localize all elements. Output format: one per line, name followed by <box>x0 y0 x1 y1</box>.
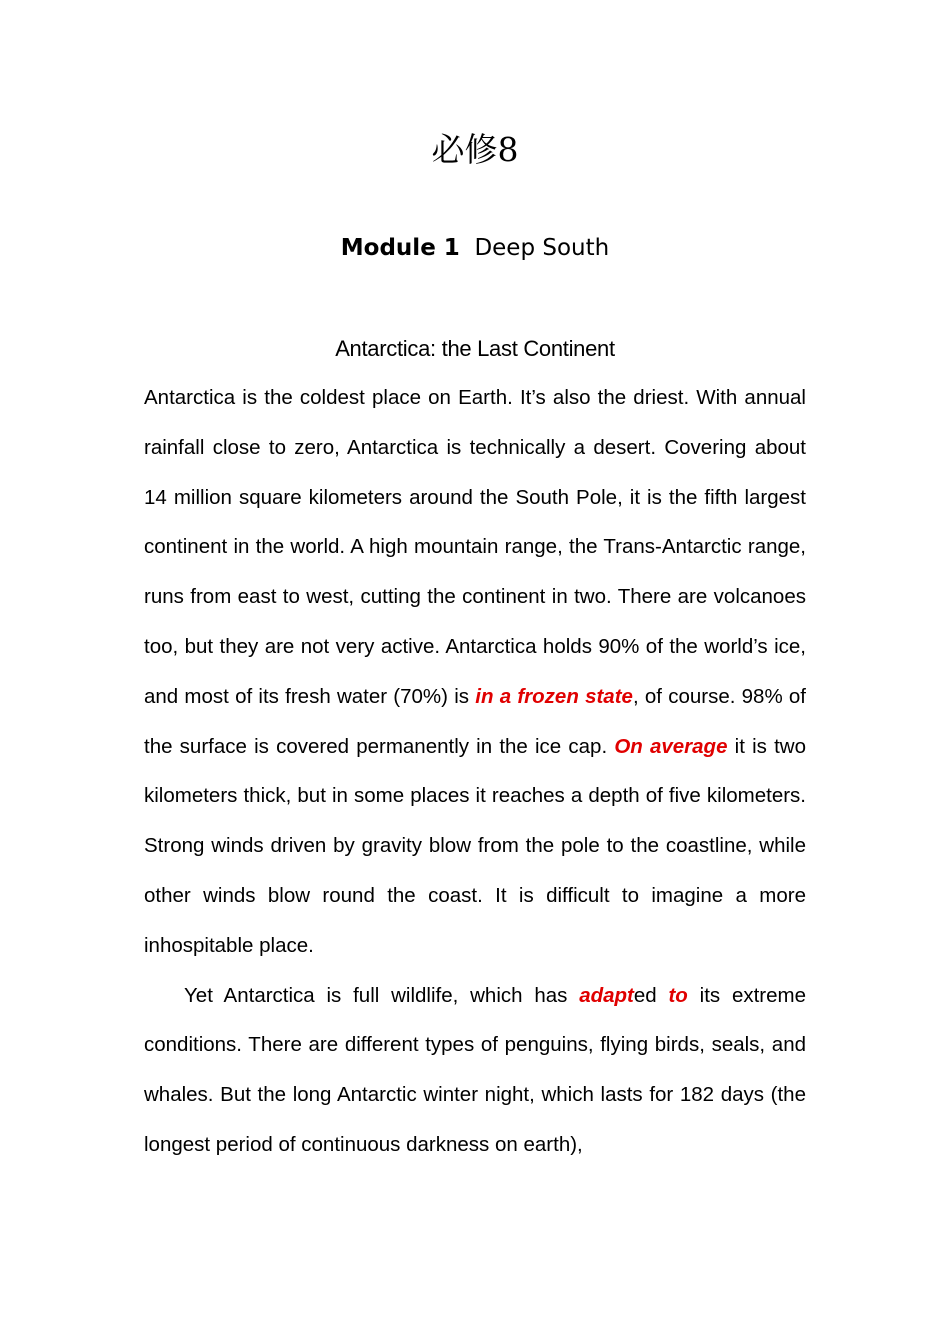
text-segment: Antarctica is the coldest place on Earth. It’s also the driest. With annual rainfall close to zero, Antarctica is technically a desert. Covering about 14 million square kilometers around the South Pole, it is the fifth largest continent in the world. A high mountain range, the Trans-Antarctic range, runs from east to west, cutting the continent in two. There are volcanoes too, but they are not very active. Antarctica holds 90% of the world’s ice, and most of its fresh water (70%) is <box>144 386 806 708</box>
module-number: Module 1 <box>340 235 460 261</box>
module-heading <box>0 232 950 264</box>
document-title: 必修8 <box>431 130 519 169</box>
text-segment: its extreme conditions. There are different types of penguins, flying birds, seals, and whales. But the long Antarctic winter night, which lasts for 182 days (the longest period of continuous darkness on earth), <box>144 983 806 1156</box>
text-segment: , of course. 98% of the surface is covered permanently in the ice cap. <box>144 684 807 758</box>
highlighted-phrase: adapt <box>579 983 634 1007</box>
article-title: Antarctica: the Last Continent <box>335 336 615 361</box>
highlighted-phrase: On average <box>614 734 728 758</box>
text-segment: it is two kilometers thick, but in some places it reaches a depth of five kilometers. Strong winds driven by gravity blow from the pole to the coastline, while other winds blow round the coast. It is difficult to imagine a more inhospitable place. <box>144 734 807 957</box>
text-segment: ed <box>633 983 669 1007</box>
article-body <box>144 373 806 1170</box>
paragraph-1 <box>144 373 806 971</box>
highlighted-phrase: in a frozen state <box>475 684 633 708</box>
highlighted-phrase: to <box>668 983 688 1007</box>
paragraph-2 <box>144 971 806 1170</box>
module-name: Deep South <box>474 235 610 261</box>
text-segment: Yet Antarctica is full wildlife, which has <box>184 983 580 1007</box>
